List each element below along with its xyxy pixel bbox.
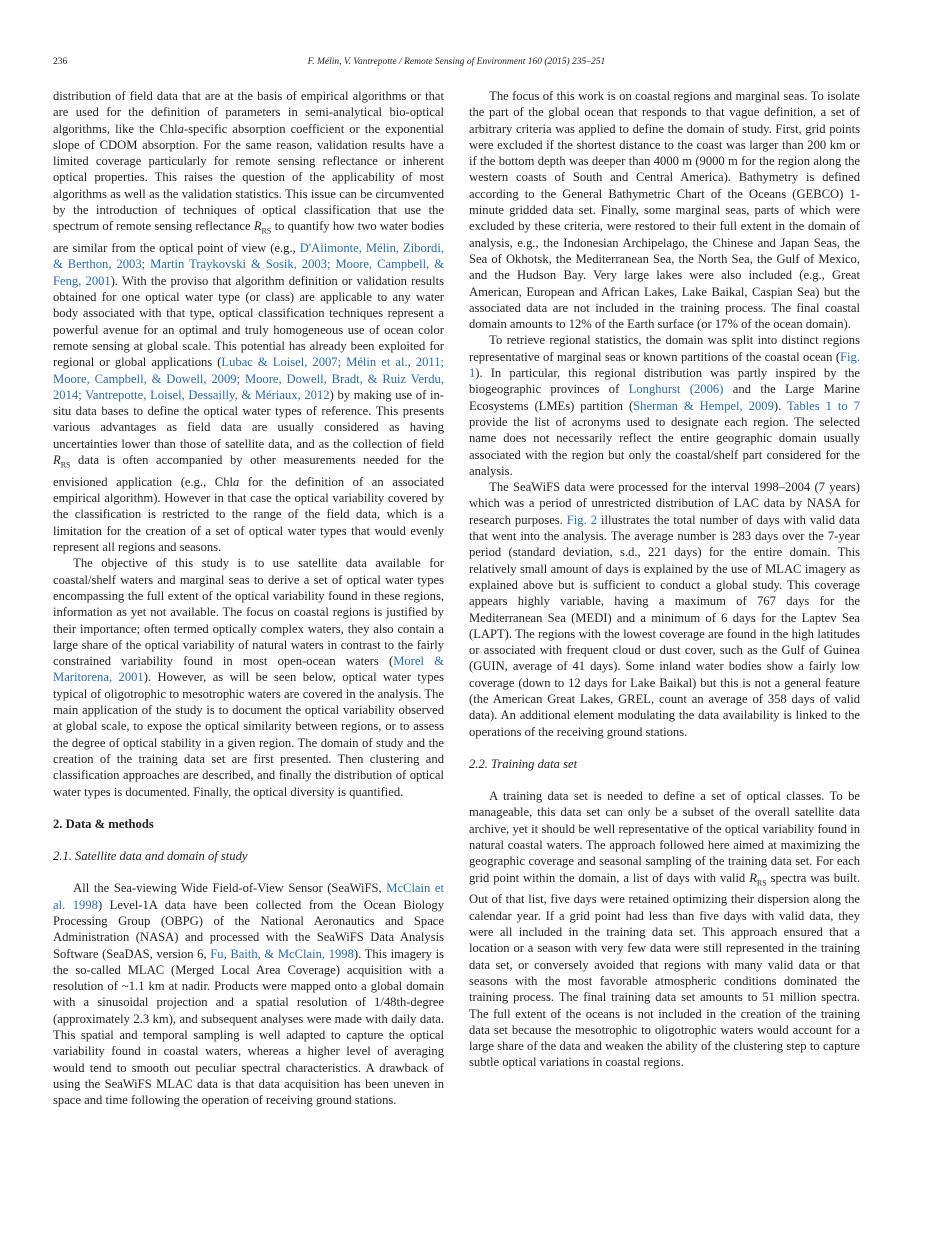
- citation-link[interactable]: D'Alimonte, Mélin, Zibordi, & Berthon, 2003; Martin Traykovski & Sosik, 2003; Moore, Campbell, & Feng, 2001: [53, 241, 444, 288]
- citation-link[interactable]: Sherman & Hempel, 2009: [633, 398, 774, 413]
- subsection-heading: 2.1. Satellite data and domain of study: [53, 849, 248, 864]
- page-number: 236: [53, 57, 68, 67]
- section-heading: 2. Data & methods: [53, 816, 154, 831]
- paragraph: The focus of this work is on coastal regions and marginal seas. To isolate the part of the global ocean that responds to that vague definition, a set of arbitrary criteria was applied to define the domain of study. First, grid points were excluded if the shortest distance to the coast was larger than 200 km or if the bottom depth was deeper than 4000 m (9000 m for the region along the western coasts of South and Central America). Bathymetry is defined according to the General Bathymetric Chart of the Oceans (GEBCO) 1-minute gridded data set. Finally, some marginal seas, parts of which were excluded by these criteria, were restored to their full extent in the domain of analysis, e.g., the Indonesian Archipelago, the Chinese and Japan Seas, the Sea of Okhotsk, the Mediterranean Sea, the North Sea, the Gulf of Mexico, and the Hudson Bay. Very large lakes were also included (e.g., Great American, European and African Lakes, Lake Baikal, Caspian Sea) but the associated data are not included in the training process. The final coastal domain amounts to 12% of the Earth surface (or 17% of the ocean domain).: [469, 89, 860, 332]
- paragraph: The SeaWiFS data were processed for the interval 1998–2004 (7 years) which was a period of unrestricted distribution of LAC data by NASA for research purposes. Fig. 2 illustrates the total number of days with valid data that went into the analysis. The average number is 283 days over the 7-year period (standard deviation, s.d., 221 days) for the entire domain. This relatively small amount of days is explained by the use of MLAC imagery as explained above but is sufficient to conduct a global study. This coverage appears highly variable, having a maximum of 767 days for the Mediterranean Sea (MEDI) and a minimum of 6 days for the Laptev Sea (LAPT). The regions with the lowest coverage are found in the high latitudes or associated with frequent cloud or dust cover, such as the Gulf of Guinea (GUIN, average of 41 days). Some inland water bodies show a fairly low coverage (down to 12 days for Lake Baikal) but this is not a general feature (the American Great Lakes, GREL, count an average of 358 days of valid data). An additional element modulating the data availability is linked to the operations of the receiving ground stations.: [469, 480, 860, 739]
- page-header: [53, 57, 860, 71]
- citation-link[interactable]: McClain et al. 1998: [53, 881, 445, 912]
- paragraph: All the Sea-viewing Wide Field-of-View Sensor (SeaWiFS, McClain et al. 1998) Level-1A data have been collected from the Ocean Biology Processing Group (OBPG) of the National Aeronautics and Space Administration (NASA) and processed with the SeaWiFS Data Analysis Software (SeaDAS, version 6, Fu, Baith, & McClain, 1998). This imagery is the so-called MLAC (Merged Local Area Coverage) acquisition with a resolution of ~1.1 km at nadir. Products were mapped onto a global domain with a sinusoidal projection and a spatial resolution of 1/48th-degree (approximately 2.3 km), and subsequent analyses were made with daily data. This spatial and temporal sampling is well adapted to capture the optical variability found in coastal waters, whereas a higher level of averaging would tend to smooth out peculiar spectral characteristics. A drawback of using the SeaWiFS MLAC data is that data acquisition has been uneven in space and time following the operation of receiving ground stations.: [53, 881, 445, 1108]
- table-link[interactable]: Tables 1 to 7: [786, 398, 861, 413]
- figure-link[interactable]: Fig. 2: [566, 512, 598, 527]
- paragraph: distribution of field data that are at the basis of empirical algorithms or that are used for the definition of parameters in semi-analytical bio-optical algorithms, like the Chla-specific absorption coefficient or the exponential slope of CDOM absorption. For the same reason, validation results have a limited coverage particularly for remote sensing reflectance or inherent optical properties. This raises the question of the applicability of most algorithms as well as the validation statistics. This issue can be circumvented by the introduction of techniques of optical classification that use the spectrum of remote sensing reflectance $R_{RS}$ to quantify how two water bodies are similar from the optical point of view (e.g., D'Alimonte, Mélin, Zibordi, & Berthon, 2003; Martin Traykovski & Sosik, 2003; Moore, Campbell, & Feng, 2001). With the proviso that algorithm definition or validation results obtained for one optical water type (or class) are applicable to any water body associated with that type, optical classification techniques represent a powerful avenue for an optimal and truly homogeneous use of ocean color remote sensing at global scale. This potential has already been exploited for regional or global applications (Lubac & Loisel, 2007; Mélin et al., 2011; Moore, Campbell, & Dowell, 2009; Moore, Dowell, Bradt, & Ruiz Verdu, 2014; Vantrepotte, Loisel, Dessailly, & Mériaux, 2012) by making use of in-situ data bases to define the optical water types of reference. This presents various advantages as field data are usually considered as having uncertainties lower than those of satellite data, and as the collection of field $R_{RS}$ data is often accompanied by other measurements needed for the envisioned application (e.g., Chla for the definition of an associated empirical algorithm). However in that case the optical variability covered by the classification is restricted to the range of the field data, which is a limitation for the creation of a set of optical water types that would evenly represent all regions and seasons.: [53, 89, 445, 555]
- citation-link[interactable]: Fu, Baith, & McClain, 1998: [210, 946, 354, 961]
- figure-link[interactable]: Fig. 1: [469, 349, 860, 381]
- running-title: F. Mélin, V. Vantrepotte / Remote Sensing of Environment 160 (2015) 235–251: [307, 57, 606, 67]
- right-column: [469, 88, 860, 1071]
- left-column: [53, 88, 444, 1109]
- paragraph: The objective of this study is to use satellite data available for coastal/shelf waters and marginal seas to derive a set of optical water types encompassing the full extent of the optical variability found in these regions, information as yet not available. The focus on coastal regions is justified by their importance; often termed optically complex waters, they also contain a large share of the optical variability of natural waters in contrast to the fairly constrained variability found in most open-ocean waters (Morel & Maritorena, 2001). However, as will be seen below, optical water types typical of oligotrophic to mesotrophic waters are covered in the analysis. The main application of the study is to document the optical variability observed at global scale, to expose the optical similarity between regions, or to assess the degree of optical stability in a given region. The domain of study and the creation of the training data set are first presented. Then clustering and classification approaches are described, and finally the distribution of optical water types is documented. Finally, the optical diversity is quantified.: [53, 556, 444, 799]
- paragraph: To retrieve regional statistics, the domain was split into distinct regions representative of marginal seas or known partitions of the coastal ocean (Fig. 1). In particular, this regional distribution was partly inspired by the biogeographic provinces of Longhurst (2006) and the Large Marine Ecosystems (LMEs) partition (Sherman & Hempel, 2009). Tables 1 to 7 provide the list of acronyms used to designate each region. The selected name does not necessarily reflect the entire geographic domain usually associated with the region but only the coastal/shelf part considered for the analysis.: [469, 333, 861, 478]
- citation-link[interactable]: Morel & Maritorena, 2001: [53, 654, 444, 685]
- citation-link[interactable]: Longhurst (2006): [628, 382, 724, 397]
- citation-link[interactable]: Lubac & Loisel, 2007; Mélin et al., 2011; Moore, Campbell, & Dowell, 2009; Moore, Dowell, Bradt, & Ruiz Verdu, 2014; Vantrepotte, Loisel, Dessailly, & Mériaux, 2012: [53, 355, 445, 402]
- subsection-heading: 2.2. Training data set: [469, 756, 578, 771]
- paragraph: A training data set is needed to define a set of optical classes. To be manageable, this data set can only be a subset of the overall satellite data archive, yet it should be well representative of the optical variability found in natural coastal waters. The approach followed here aimed at maximizing the geographic coverage and seasonal sampling of the training data set. For each grid point within the domain, a list of days with valid $R_{RS}$ spectra was built. Out of that list, five days were retained optimizing their dispersion along the calendar year. If a grid point had less than five days with valid data, they were all included in the training data set. This approach ensured that a location or a season with very few data were still represented in the training data set, or conversely avoided that regions with many valid data or that seasons with the most favorable atmospheric conditions dominated the training process. The final training data set amounts to 51 million spectra. The full extent of the oceans is not included in the creation of the training data set because the mesotrophic to oligotrophic waters would account for a large share of the data and weaken the ability of the clustering step to capture subtle optical variations in coastal regions.: [469, 789, 861, 1070]
